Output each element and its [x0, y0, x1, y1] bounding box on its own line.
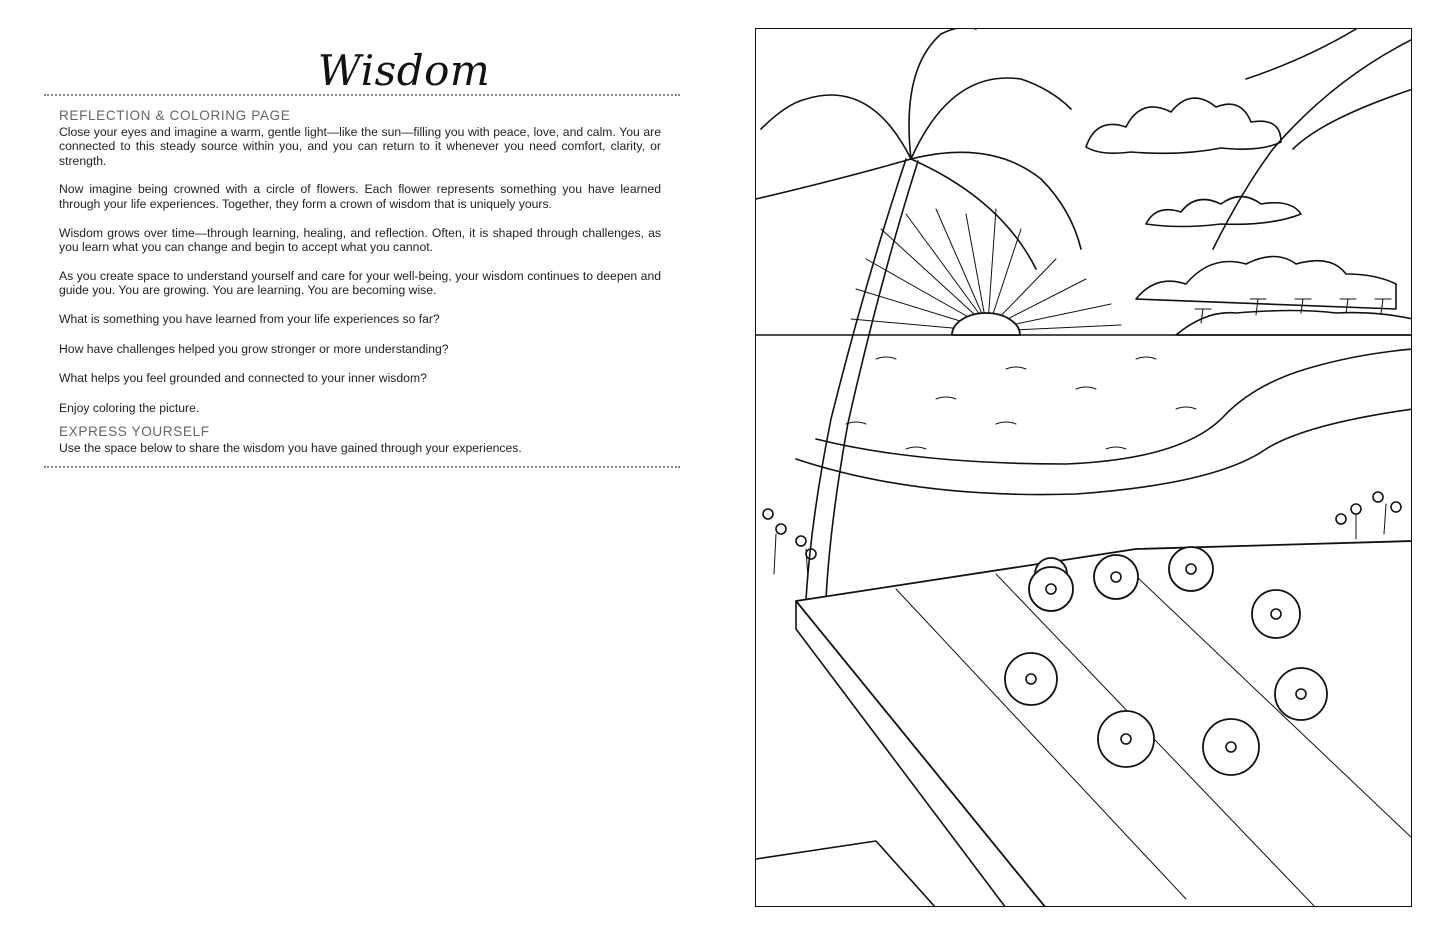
palm-trunk-left [806, 159, 906, 599]
frond-right-1 [1213, 39, 1412, 249]
top-dotted-divider [44, 94, 680, 96]
palm-trunk-right [826, 161, 918, 599]
lei-flower [1252, 590, 1300, 638]
cloud-middle [1146, 197, 1301, 227]
beach-lei-illustration [756, 29, 1412, 907]
question-grounded: What helps you feel grounded and connected to your inner wisdom? [59, 371, 427, 386]
reflection-content [59, 109, 661, 456]
page-title: Wisdom [317, 46, 491, 95]
section-heading-express: EXPRESS YOURSELF [59, 424, 210, 440]
express-instruction: Use the space below to share the wisdom you have gained through your experiences. [59, 440, 522, 455]
question-learned: What is something you have learned from your life experiences so far? [59, 311, 440, 326]
paragraph-enjoy: Enjoy coloring the picture. [59, 400, 200, 415]
section-heading-reflection: REFLECTION & COLORING PAGE [59, 108, 291, 123]
lower-plank [756, 841, 936, 907]
question-challenges: How have challenges helped you grow stronger or more understanding? [59, 341, 449, 356]
bottom-dotted-divider [44, 466, 680, 468]
lei-flower [1203, 719, 1259, 775]
lei-flower [1169, 547, 1213, 591]
lei-flower [1005, 653, 1057, 705]
frond-right-3 [1293, 89, 1412, 149]
coloring-illustration [755, 28, 1412, 907]
reflection-panel [44, 0, 680, 935]
ocean-waves [846, 357, 1196, 449]
paragraph-growth: Wisdom grows over time—through learning, healing, and reflection. Often, it is shaped through challenges, as you learn what you can change and begin to accept what you cannot. [59, 225, 661, 255]
palm-fronds [756, 29, 1081, 269]
lei-flower [1094, 555, 1138, 599]
distant-island [1176, 311, 1412, 336]
paragraph-space: As you create space to understand yourself and care for your well-being, your wisdom continues to deepen and guide you. You are growing. You are learning. You are becoming wise. [59, 268, 661, 298]
paragraph-crown: Now imagine being crowned with a circle of flowers. Each flower represents something you have learned through your life experiences. Together, they form a crown of wisdom that is uniquely yours. [59, 182, 661, 211]
shoreline-lower [796, 409, 1412, 495]
lei-flower [1098, 711, 1154, 767]
lei-flower [1029, 567, 1073, 611]
cloud-top [1086, 98, 1281, 153]
frond-right-2 [1246, 29, 1356, 79]
sun [952, 313, 1020, 335]
beach-flowers-right [1336, 492, 1401, 539]
lei-flower [1275, 668, 1327, 720]
cloud-hill [1136, 257, 1396, 310]
paragraph-light: Close your eyes and imagine a warm, gentle light—like the sun—filling you with peace, love, and calm. You are connected to this steady source within you, and you can return to it whenever you need comfort, clarity, or strength. [59, 124, 661, 168]
